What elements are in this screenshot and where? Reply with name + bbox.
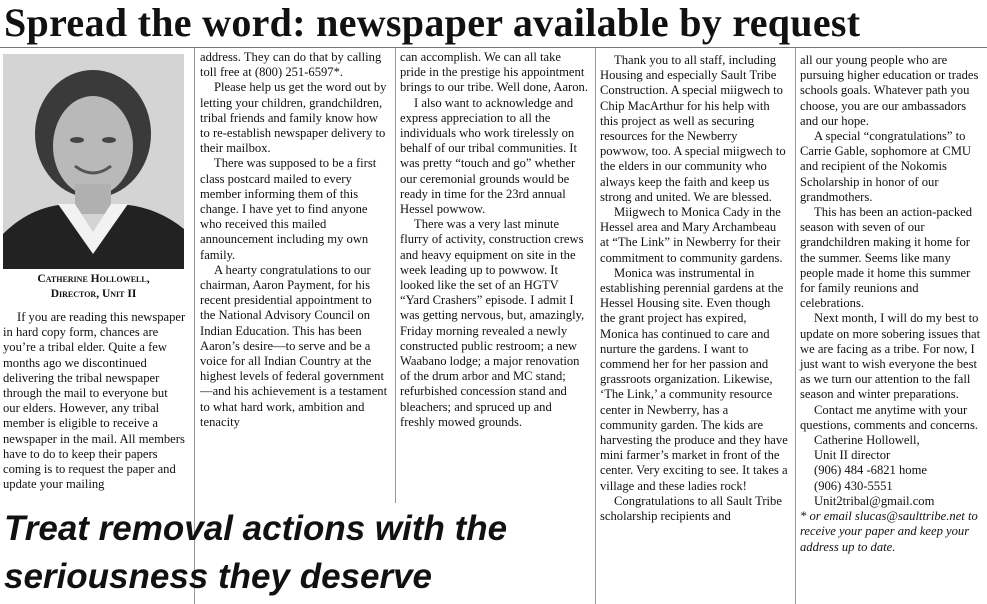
paragraph: A special “congratulations” to Carrie Gable, sophomore at CMU and recipient of the Nokomis Scholarship in honor of our grandmothers. — [800, 129, 972, 204]
paragraph: all our young people who are pursuing higher education or trades schools goals. Whatever path you choose, you are our ambassadors and our hope. — [800, 53, 979, 128]
paragraph: Monica was instrumental in establishing perennial gardens at the Hessel Housing site. Even though the grant project has expired, Monica has continued to care and nurture the gardens. I want to commend her for her passion and grassroots organization. Likewise, ‘The Link,’ a community resource center in Newberry, has a community garden. The kids are harvesting the produce and they have mini farmer’s market in front of the center. Very exciting to see. It takes a village and these ladies rock! — [600, 265, 788, 493]
signature-line: (906) 484 -6821 home — [814, 463, 927, 478]
footnote: * or email slucas@saulttribe.net to receive your paper and keep your address up to date. — [800, 509, 978, 554]
signature-block — [800, 433, 985, 509]
signature-line: (906) 430-5551 — [814, 478, 893, 493]
paragraph: Contact me anytime with your questions, comments and concerns. — [800, 402, 979, 432]
column-1 — [3, 310, 187, 492]
photo-caption — [3, 272, 184, 302]
paragraph: can accomplish. We can all take pride in the prestige his appointment brings to our tribe. Well done, Aaron. — [400, 50, 588, 95]
paragraph: There was a very last minute flurry of activity, construction crews and heavy equipment on site in the week leading up to powwow. It looked like the set of an HGTV “Yard Crashers” episode. I admit I was getting nervous, but, amazingly, Friday morning revealed a newly constructed public restroom; a new Waabano lodge; a major renovation of the drum arbor and MC stand; refurbished concession stand and bleachers; and spruced up and freshly mowed grounds. — [400, 217, 585, 429]
paragraph: I also want to acknowledge and express appreciation to all the individuals who work tirelessly on behalf of our tribal communities. It was pretty “touch and go” whether our ceremonial grounds would be ready in time for the 23rd annual Hessel powwow. — [400, 95, 577, 217]
headline: Spread the word: newspaper available by request — [4, 0, 861, 45]
paragraph: There was supposed to be a first class postcard mailed to every member informing them of this change. I have yet to find anyone who received this mailed announcement including my own family. — [200, 156, 377, 262]
second-headline: Treat removal actions with the seriousness they deserve — [4, 509, 508, 596]
paragraph: A hearty congratulations to our chairman, Aaron Payment, for his recent presidential appointment to the National Advisory Council on Indian Education. This has been Aaron’s desire—to serve and be a voice for all Indian Country at the highest levels of federal government—and his achievement is a testament to what hard work, ambition and tenacity — [200, 262, 388, 429]
paragraph: Thank you to all staff, including Housing and especially Sault Tribe Construction. A special miigwech to Chip MacArthur for his help with this project as well as securing resources for the Newberry powwow, too. A special miigwech to the elders in our community who always keep the faith and keep us strong and united. We are blessed. — [600, 53, 786, 204]
column-2 — [200, 50, 390, 430]
paragraph: If you are reading this newspaper in hard copy form, chances are you’re a tribal elder. Quite a few months ago we discontinued delivering the tribal newspaper through the mail to everyone but our elders. However, any tribal member is eligible to receive a newspaper in the mail. All members have to do to keep their papers coming is to request the paper and update your mailing — [3, 310, 186, 492]
column-divider — [595, 48, 596, 604]
paragraph: Miigwech to Monica Cady in the Hessel area and Mary Archambeau at “The Link” in Newberry for their commitment to community gardens. — [600, 205, 783, 265]
column-divider — [395, 48, 396, 503]
paragraph: address. They can do that by calling toll free at (800) 251-6597*. — [200, 50, 382, 80]
paragraph: Congratulations to all Sault Tribe scholarship recipients and — [600, 493, 782, 524]
caption-name: Catherine Hollowell, — [37, 273, 150, 285]
author-photo — [3, 54, 184, 269]
caption-title: Director, Unit II — [50, 288, 137, 300]
paragraph: Please help us get the word out by letting your children, grandchildren, tribal friends and family know how to re-establish newspaper delivery to their mailbox. — [200, 80, 387, 156]
column-3 — [400, 50, 588, 430]
signature-line: Catherine Hollowell, — [814, 433, 920, 448]
paragraph: This has been an action-packed season with seven of our grandchildren making it home for the summer. Seems like many people made it home this summer for family reunions and celebrations. — [800, 205, 973, 311]
top-rule — [0, 47, 987, 48]
signature-email: Unit2tribal@gmail.com — [814, 493, 935, 508]
paragraph: Next month, I will do my best to update on more sobering issues that we are facing as a tribe. For now, I just want to wish everyone the best as we turn our attention to the fall season and winter preparations. — [800, 311, 981, 402]
column-4 — [600, 53, 788, 524]
column-divider — [795, 48, 796, 604]
signature-line: Unit II director — [814, 448, 891, 463]
column-5 — [800, 53, 985, 555]
